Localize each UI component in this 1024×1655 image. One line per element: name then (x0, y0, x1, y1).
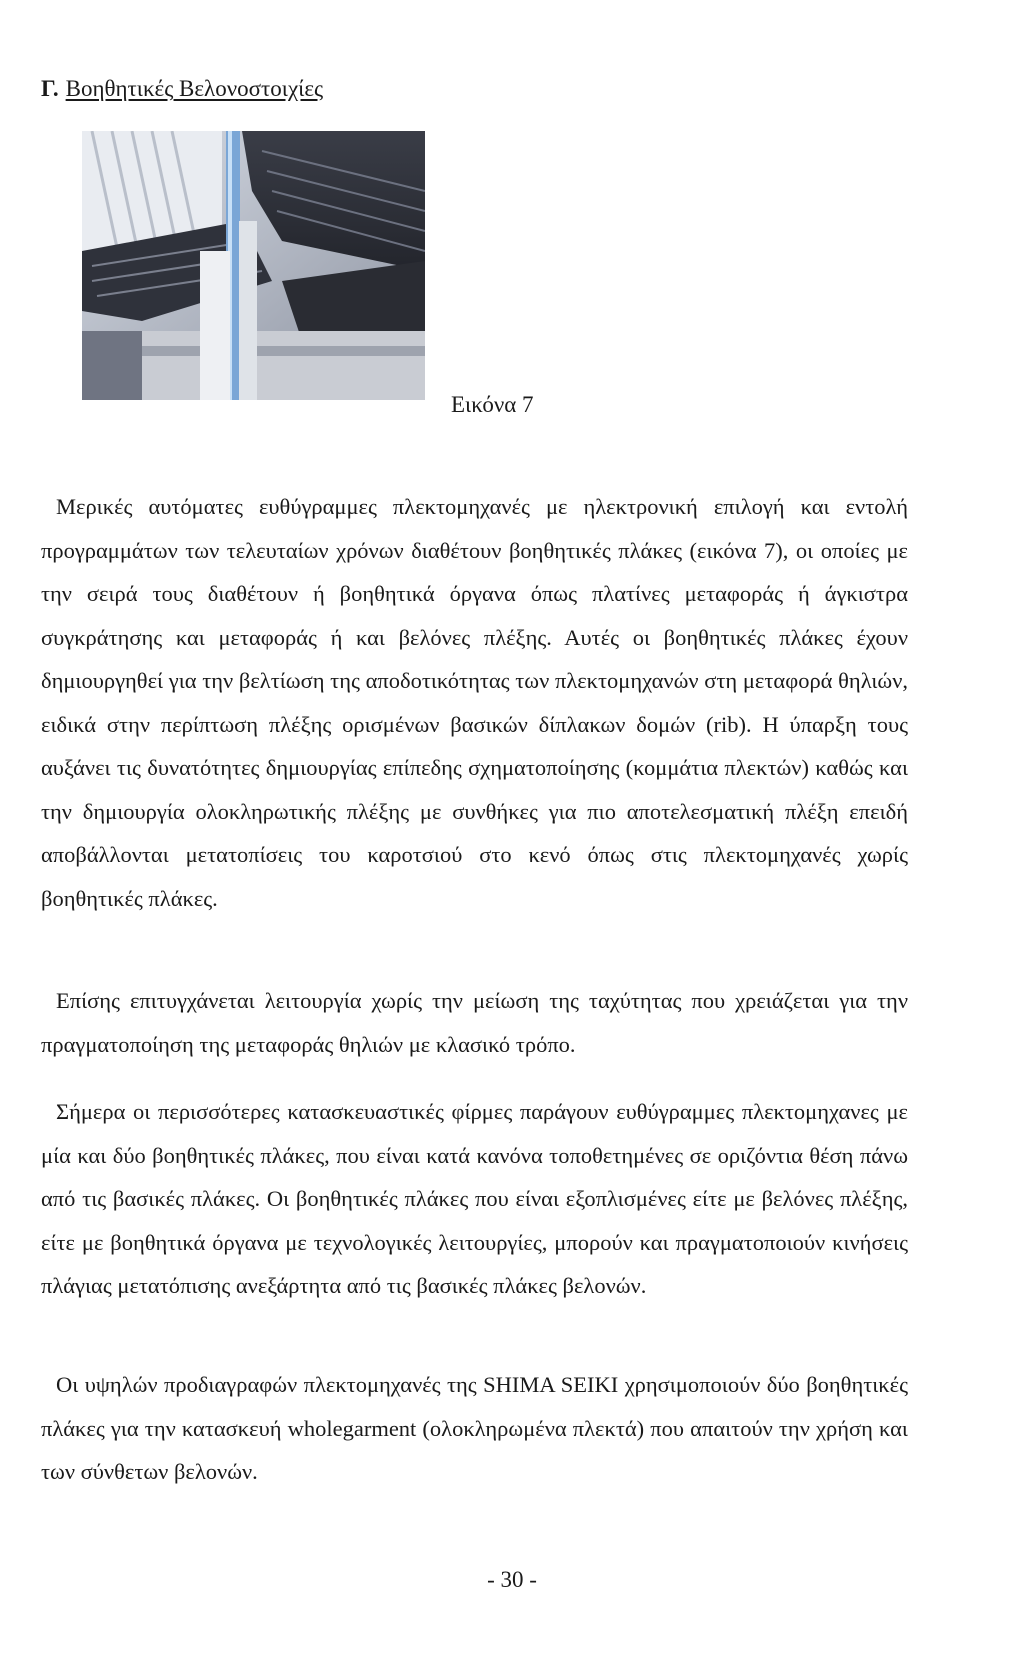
paragraph-1: Μερικές αυτόματες ευθύγραμμες πλεκτομηχανές με ηλεκτρονική επιλογή και εντολή προγραμμάτων των τελευταίων χρόνων διαθέτουν βοηθητικές πλάκες (εικόνα 7), οι οποίες με την σειρά τους διαθέτουν ή βοηθητικά όργανα όπως πλατίνες μεταφοράς ή άγκιστρα συγκράτησης και μεταφοράς ή και βελόνες πλέξης. Αυτές οι βοηθητικές πλάκες έχουν δημιουργηθεί για την βελτίωση της αποδοτικότητας των πλεκτομηχανών στη μεταφορά θηλιών, ειδικά στην περίπτωση πλέξης ορισμένων βασικών δίπλακων δομών (rib). Η ύπαρξη τους αυξάνει τις δυνατότητες δημιουργίας επίπεδης σχηματοποίησης (κομμάτια πλεκτών) καθώς και την δημιουργία ολοκληρωτικής πλέξης με συνθήκες για πιο αποτελεσματική πλέξη επειδή αποβάλλονται μετατοπίσεις του καροτσιού στο κενό όπως στις πλεκτομηχανές χωρίς βοηθητικές πλάκες. (41, 494, 908, 911)
section-letter: Γ. (41, 76, 59, 101)
knitting-machine-image (82, 131, 425, 400)
page-number: - 30 - (487, 1567, 537, 1592)
machine-photo (82, 131, 425, 400)
paragraph-2: Επίσης επιτυγχάνεται λειτουργία χωρίς την μείωση της ταχύτητας που χρειάζεται για την πραγματοποίηση της μεταφοράς θηλιών με κλασικό τρόπο. (41, 988, 908, 1057)
section-title: Βοηθητικές Βελονοστοιχίες (65, 76, 324, 101)
section-heading (41, 74, 323, 104)
figure-caption: Εικόνα 7 (451, 392, 534, 417)
paragraph-3: Σήμερα οι περισσότερες κατασκευαστικές φίρμες παράγουν ευθύγραμμες πλεκτομηχανες με μία και δύο βοηθητικές πλάκες, που είναι κατά κανόνα τοποθετημένες σε οριζόντια θέση πάνω από τις βασικές πλάκες. Οι βοηθητικές πλάκες που είναι εξοπλισμένες είτε με βελόνες πλέξης, είτε με βοηθητικά όργανα με τεχνολογικές λειτουργίες, μπορούν και πραγματοποιούν κινήσεις πλάγιας μετατόπισης ανεξάρτητα από τις βασικές πλάκες βελονών. (41, 1099, 908, 1298)
paragraph-4: Οι υψηλών προδιαγραφών πλεκτομηχανές της SHIMA SEIKI χρησιμοποιούν δύο βοηθητικές πλάκες για την κατασκευή wholegarment (ολοκληρωμένα πλεκτά) που απαιτούν την χρήση και των σύνθετων βελονών. (41, 1372, 908, 1484)
